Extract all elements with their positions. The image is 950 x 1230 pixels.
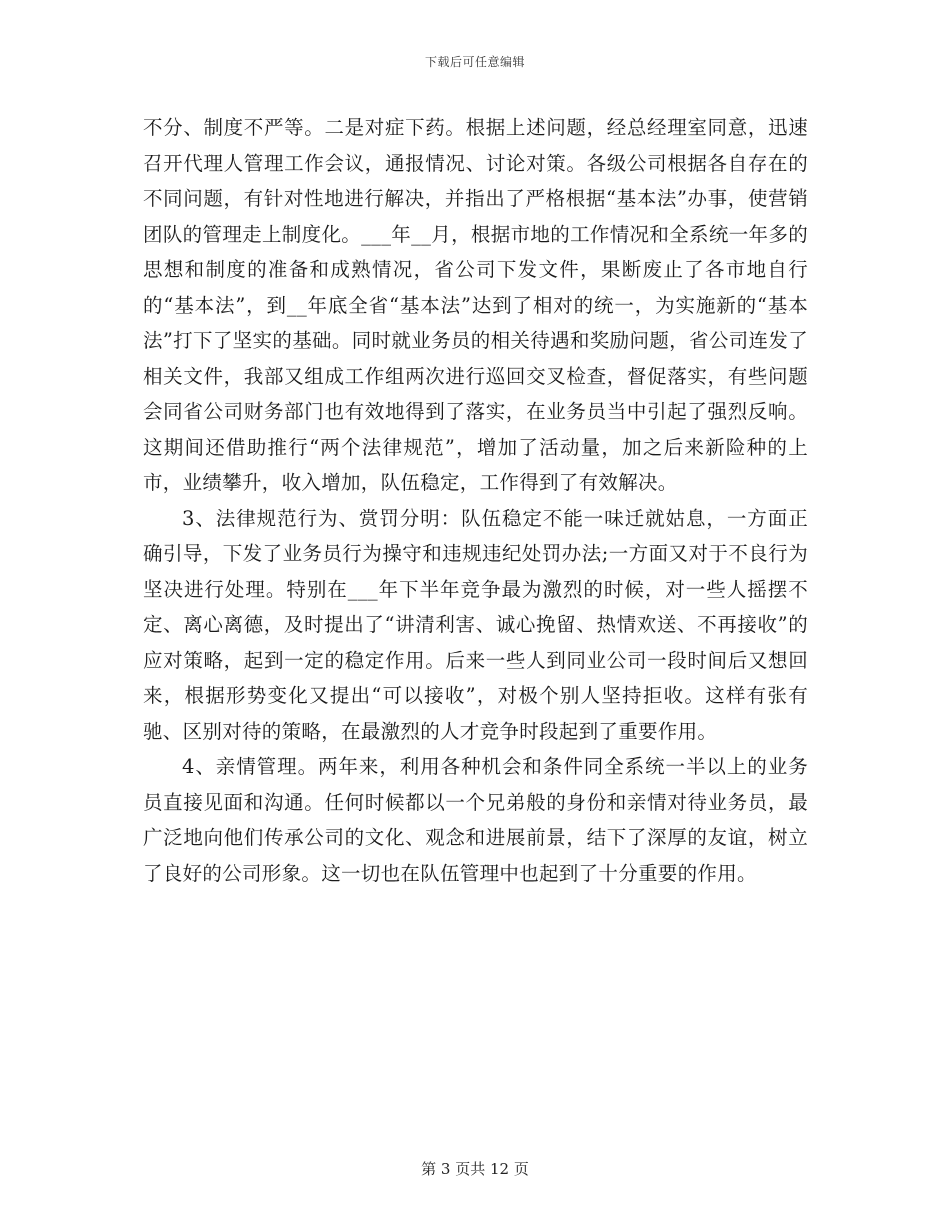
document-body bbox=[143, 110, 808, 891]
paragraph-legal-norms: 3、法律规范行为、赏罚分明：队伍稳定不能一味迁就姑息，一方面正确引导，下发了业务员行为操守和违规违纪处罚办法;一方面又对于不良行为坚决进行处理。特别在___年下半年竞争最为激烈的时候，对一些人摇摆不定、离心离德，及时提出了“讲清利害、诚心挽留、热情欢送、不再接收”的应对策略，起到一定的稳定作用。后来一些人到同业公司一段时间后又想回来，根据形势变化又提出“可以接收”，对极个别人坚持拒收。这样有张有驰、区别对待的策略，在最激烈的人才竞争时段起到了重要作用。 bbox=[143, 506, 808, 743]
paragraph-family-management: 4、亲情管理。两年来，利用各种机会和条件同全系统一半以上的业务员直接见面和沟通。任何时候都以一个兄弟般的身份和亲情对待业务员，最广泛地向他们传承公司的文化、观念和进展前景，结下了深厚的友谊，树立了良好的公司形象。这一切也在队伍管理中也起到了十分重要的作用。 bbox=[143, 755, 808, 885]
page-number: 第 3 页共 12 页 bbox=[421, 1160, 529, 1178]
page-header: 下载后可任意编辑 bbox=[424, 55, 525, 69]
paragraph-continued: 不分、制度不严等。二是对症下药。根据上述问题，经总经理室同意，迅速召开代理人管理工作会议，通报情况、讨论对策。各级公司根据各自存在的不同问题，有针对性地进行解决，并指出了严格根据“基本法”办事，使营销团队的管理走上制度化。___年__月，根据市地的工作情况和全系统一年多的思想和制度的准备和成熟情况，省公司下发文件，果断废止了各市地自行的“基本法”，到__年底全省“基本法”达到了相对的统一，为实施新的“基本法”打下了坚实的基础。同时就业务员的相关待遇和奖励问题，省公司连发了相关文件，我部又组成工作组两次进行巡回交叉检查，督促落实，有些问题会同省公司财务部门也有效地得到了落实，在业务员当中引起了强烈反响。这期间还借助推行“两个法律规范”，增加了活动量，加之后来新险种的上市，业绩攀升，收入增加，队伍稳定，工作得到了有效解决。 bbox=[143, 116, 808, 494]
